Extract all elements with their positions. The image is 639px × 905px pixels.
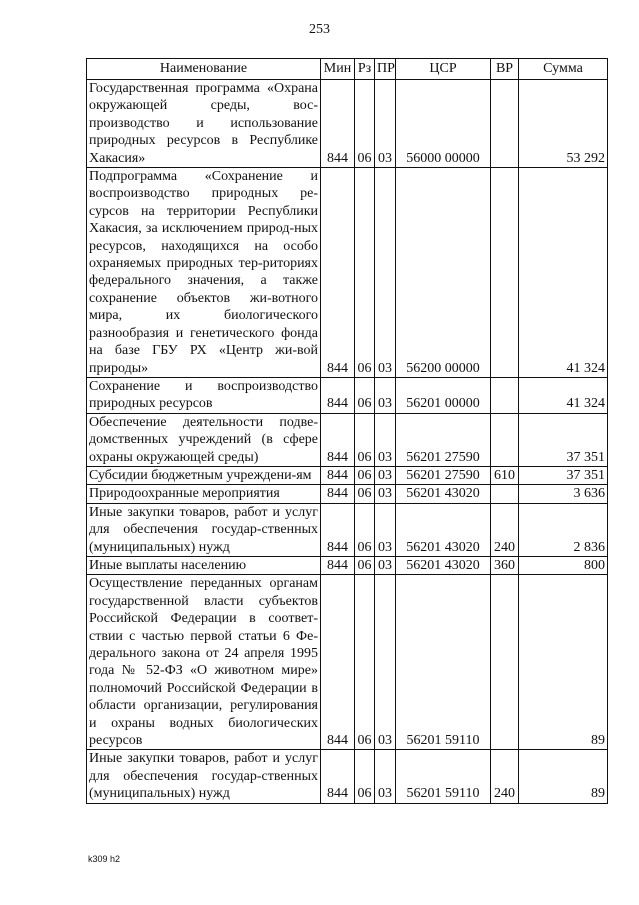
table-row xyxy=(87,575,608,750)
table-row xyxy=(87,750,608,803)
cell-rz: 06 xyxy=(355,503,375,556)
cell-pr: 03 xyxy=(375,413,396,466)
cell-name: Осуществление переданных органам государственной власти субъектов Российской Федерации в соответ-ствии с частью первой статьи 6 Фе-дерального закона от 24 апреля 1995 года № 52-ФЗ «О животном мире» полномочий Российской Федерации в области организации, регулирования и охраны водных биологических ресурсов xyxy=(87,575,321,750)
header-vr: ВР xyxy=(491,59,519,80)
table-row xyxy=(87,377,608,413)
cell-sum: 41 324 xyxy=(519,168,608,378)
cell-pr: 03 xyxy=(375,750,396,803)
cell-pr: 03 xyxy=(375,485,396,503)
cell-csr: 56201 59110 xyxy=(396,750,491,803)
cell-min: 844 xyxy=(321,413,355,466)
table-row xyxy=(87,503,608,556)
cell-vr: 610 xyxy=(491,466,519,484)
cell-name: Природоохранные мероприятия xyxy=(87,485,321,503)
cell-min: 844 xyxy=(321,575,355,750)
cell-min: 844 xyxy=(321,750,355,803)
cell-pr: 03 xyxy=(375,503,396,556)
cell-sum: 53 292 xyxy=(519,80,608,168)
cell-rz: 06 xyxy=(355,466,375,484)
header-pr: ПР xyxy=(375,59,396,80)
cell-min: 844 xyxy=(321,503,355,556)
cell-min: 844 xyxy=(321,485,355,503)
header-sum: Сумма xyxy=(519,59,608,80)
cell-vr xyxy=(491,80,519,168)
cell-min: 844 xyxy=(321,80,355,168)
page-number: 253 xyxy=(309,22,330,37)
header-name: Наименование xyxy=(87,59,321,80)
cell-rz: 06 xyxy=(355,556,375,574)
cell-name: Сохранение и воспроизводство природных ресурсов xyxy=(87,377,321,413)
cell-csr: 56201 27590 xyxy=(396,413,491,466)
cell-name: Подпрограмма «Сохранение и воспроизводство природных ре-сурсов на территории Республики Хакасия, за исключением природ-ных ресурсов, находящихся на особо охраняемых природных тер-риториях федерального значения, а также сохранение объектов жи-вотного мира, их биологического разнообразия и генетического фонда на базе ГБУ РХ «Центр жи-вой природы» xyxy=(87,168,321,378)
table-row xyxy=(87,80,608,168)
table-row xyxy=(87,466,608,484)
cell-vr: 360 xyxy=(491,556,519,574)
cell-pr: 03 xyxy=(375,556,396,574)
cell-csr: 56201 43020 xyxy=(396,556,491,574)
cell-pr: 03 xyxy=(375,575,396,750)
cell-pr: 03 xyxy=(375,466,396,484)
cell-vr xyxy=(491,575,519,750)
header-csr: ЦСР xyxy=(396,59,491,80)
cell-rz: 06 xyxy=(355,377,375,413)
cell-vr: 240 xyxy=(491,503,519,556)
table-row xyxy=(87,168,608,378)
cell-rz: 06 xyxy=(355,80,375,168)
header-rz: Рз xyxy=(355,59,375,80)
cell-rz: 06 xyxy=(355,168,375,378)
cell-pr: 03 xyxy=(375,377,396,413)
cell-csr: 56200 00000 xyxy=(396,168,491,378)
cell-csr: 56201 43020 xyxy=(396,485,491,503)
cell-sum: 41 324 xyxy=(519,377,608,413)
cell-pr: 03 xyxy=(375,80,396,168)
cell-name: Субсидии бюджетным учреждени-ям xyxy=(87,466,321,484)
header-min: Мин xyxy=(321,59,355,80)
cell-rz: 06 xyxy=(355,413,375,466)
cell-csr: 56201 00000 xyxy=(396,377,491,413)
cell-vr: 240 xyxy=(491,750,519,803)
cell-rz: 06 xyxy=(355,575,375,750)
cell-csr: 56201 43020 xyxy=(396,503,491,556)
footer-code: k309 h2 xyxy=(88,854,121,864)
cell-sum: 89 xyxy=(519,575,608,750)
cell-name: Обеспечение деятельности подве-домственных учреждений (в сфере охраны окружающей среды) xyxy=(87,413,321,466)
cell-vr xyxy=(491,485,519,503)
table-row xyxy=(87,413,608,466)
cell-min: 844 xyxy=(321,556,355,574)
cell-sum: 2 836 xyxy=(519,503,608,556)
cell-csr: 56201 59110 xyxy=(396,575,491,750)
cell-sum: 37 351 xyxy=(519,413,608,466)
budget-table xyxy=(86,58,608,804)
cell-sum: 3 636 xyxy=(519,485,608,503)
cell-pr: 03 xyxy=(375,168,396,378)
cell-sum: 89 xyxy=(519,750,608,803)
cell-name: Государственная программа «Охрана окружающей среды, вос-производство и использование природных ресурсов в Республике Хакасия» xyxy=(87,80,321,168)
cell-rz: 06 xyxy=(355,485,375,503)
cell-csr: 56201 27590 xyxy=(396,466,491,484)
cell-name: Иные закупки товаров, работ и услуг для обеспечения государ-ственных (муниципальных) нужд xyxy=(87,750,321,803)
cell-vr xyxy=(491,377,519,413)
table-row xyxy=(87,556,608,574)
cell-min: 844 xyxy=(321,168,355,378)
cell-vr xyxy=(491,413,519,466)
cell-name: Иные закупки товаров, работ и услуг для обеспечения государ-ственных (муниципальных) нужд xyxy=(87,503,321,556)
cell-min: 844 xyxy=(321,377,355,413)
cell-min: 844 xyxy=(321,466,355,484)
cell-sum: 800 xyxy=(519,556,608,574)
cell-vr xyxy=(491,168,519,378)
table-header-row xyxy=(87,59,608,80)
table-row xyxy=(87,485,608,503)
cell-sum: 37 351 xyxy=(519,466,608,484)
cell-csr: 56000 00000 xyxy=(396,80,491,168)
cell-rz: 06 xyxy=(355,750,375,803)
cell-name: Иные выплаты населению xyxy=(87,556,321,574)
